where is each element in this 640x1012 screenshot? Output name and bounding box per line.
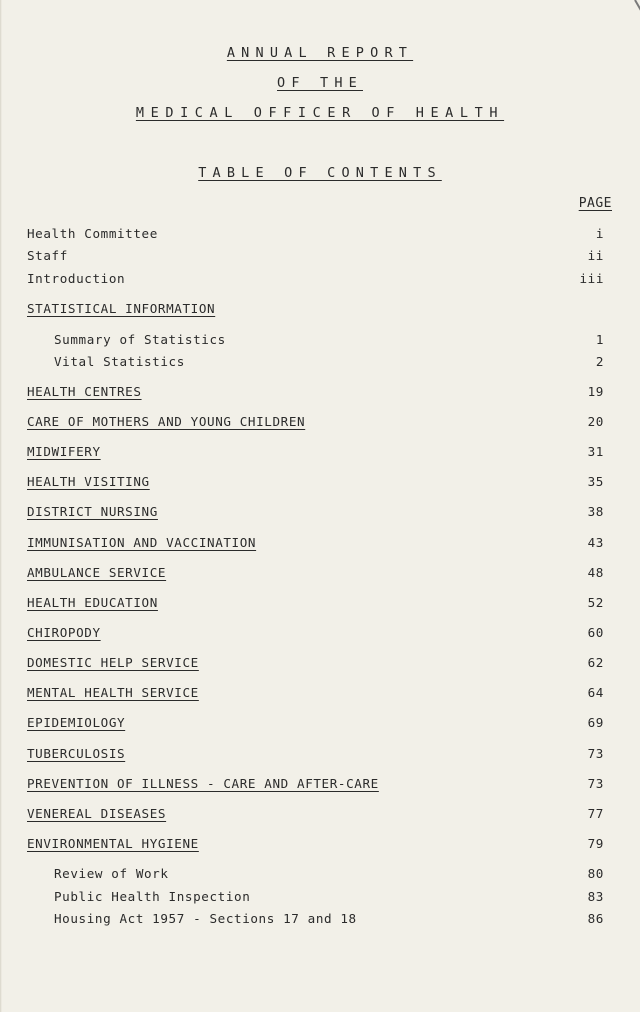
toc-entry-label: CHIROPODY [27,625,101,640]
toc-entry-label: Review of Work [54,866,169,881]
toc-entry-label: ENVIRONMENTAL HYGIENE [27,836,199,851]
toc-entry [54,866,604,884]
toc-entry-page: iii [579,271,604,286]
toc-entry [27,226,604,244]
toc-entry-label: STATISTICAL INFORMATION [27,301,216,316]
corner-mark [634,0,640,13]
toc-entry-page: 80 [587,866,604,881]
toc-entry-page: 64 [587,685,604,700]
toc-entry-page: 19 [587,384,604,399]
toc-entry-label: IMMUNISATION AND VACCINATION [27,535,257,550]
toc-entry-label: MIDWIFERY [27,444,101,459]
toc-entry-label: HEALTH VISITING [27,474,150,489]
toc-entry [27,384,604,402]
toc-entry-label: Staff [27,248,68,263]
report-title-line2: OF THE [277,75,363,91]
toc-entry-label: CARE OF MOTHERS AND YOUNG CHILDREN [27,414,306,429]
toc-entry-page: 2 [595,354,604,369]
contents-heading: TABLE OF CONTENTS [198,165,442,181]
report-title-line1: ANNUAL REPORT [226,45,414,61]
toc-entry-page: 38 [587,504,604,519]
toc-entry [27,271,604,289]
toc-entry-page: 52 [587,595,604,610]
toc-entry-label: Health Committee [27,226,158,241]
toc-entry-page: 60 [587,625,604,640]
toc-entry-page: 35 [587,474,604,489]
toc-entry [54,332,604,350]
toc-entry [27,625,604,643]
toc-entry-page: 48 [587,565,604,580]
toc-entry [54,354,604,372]
toc-entry-label: Vital Statistics [54,354,185,369]
toc-entry-page: ii [587,248,604,263]
page-column-label: PAGE [578,196,612,211]
toc-entry-label: Summary of Statistics [54,332,226,347]
toc-entry [27,655,604,673]
toc-entry-label: MENTAL HEALTH SERVICE [27,685,199,700]
report-title-line3: MEDICAL OFFICER OF HEALTH [135,105,505,121]
toc-entry-page: 79 [587,836,604,851]
toc-entry [27,746,604,764]
toc-entry-page: 86 [587,911,604,926]
toc-entry [27,248,604,266]
toc-entry [27,776,604,794]
toc-entry [27,836,604,854]
toc-entry-page: i [595,226,604,241]
toc-entry-page: 83 [587,889,604,904]
toc-entry-label: HEALTH EDUCATION [27,595,158,610]
page-edge-shadow [0,0,2,1012]
toc-entry-page: 1 [595,332,604,347]
toc-entry-page: 77 [587,806,604,821]
toc-entry [27,504,604,522]
toc-entry [27,806,604,824]
toc-entry-page: 73 [587,746,604,761]
toc-entry-label: EPIDEMIOLOGY [27,715,126,730]
toc-entry [27,301,604,319]
toc-entry-label: TUBERCULOSIS [27,746,126,761]
toc-entry [27,414,604,432]
toc-entry [27,444,604,462]
toc-entry [27,595,604,613]
toc-entry-label: DISTRICT NURSING [27,504,158,519]
toc-entry [27,565,604,583]
toc-entry [27,535,604,553]
toc-entry-label: Housing Act 1957 - Sections 17 and 18 [54,911,357,926]
toc-entry-label: Public Health Inspection [54,889,251,904]
toc-entry-label: DOMESTIC HELP SERVICE [27,655,199,670]
toc-entry-label: VENEREAL DISEASES [27,806,167,821]
toc-entry-page: 69 [587,715,604,730]
toc-entry [27,685,604,703]
toc-entry-label: AMBULANCE SERVICE [27,565,167,580]
toc-entry [54,911,604,929]
toc-entry-label: HEALTH CENTRES [27,384,142,399]
toc-entry-page: 62 [587,655,604,670]
toc-entry [27,474,604,492]
toc-entry-label: Introduction [27,271,126,286]
toc-entry [27,715,604,733]
toc-entry-page: 73 [587,776,604,791]
toc-entry [54,889,604,907]
toc-entry-label: PREVENTION OF ILLNESS - CARE AND AFTER-CARE [27,776,379,791]
toc-entry-page: 43 [587,535,604,550]
toc-entry-page: 20 [587,414,604,429]
toc-entry-page: 31 [587,444,604,459]
